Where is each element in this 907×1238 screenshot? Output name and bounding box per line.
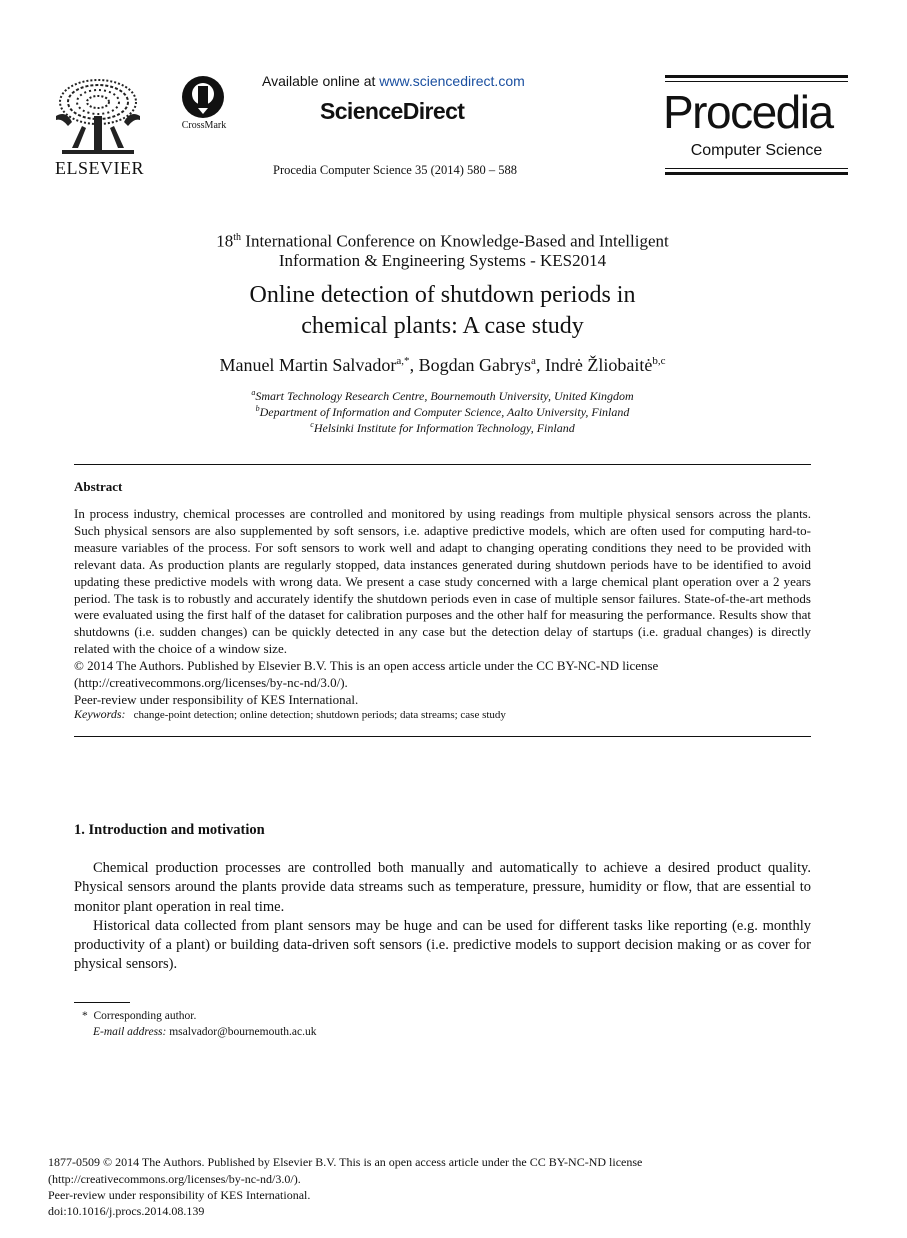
crossmark-icon[interactable] — [180, 74, 226, 120]
footnote-rule — [74, 1002, 130, 1003]
abstract-top-rule — [74, 464, 811, 465]
sciencedirect-link[interactable]: www.sciencedirect.com — [379, 73, 525, 89]
author-name: Indrė Žliobaitė — [544, 355, 653, 375]
conference-ordinal: th — [233, 232, 242, 243]
intro-heading: 1. Introduction and motivation — [74, 822, 265, 838]
abstract-heading: Abstract — [74, 479, 123, 494]
elsevier-tree-logo-icon — [52, 76, 144, 156]
footer-license-line1: 1877-0509 © 2014 The Authors. Published by Elsevier B.V. This is an open access article under the CC BY-NC-ND license — [48, 1155, 643, 1169]
footnote-email-address[interactable]: msalvador@bournemouth.ac.uk — [169, 1026, 317, 1038]
footnote-corresponding — [82, 1010, 196, 1022]
conference-line1: International Conference on Knowledge-Based and Intelligent — [241, 231, 669, 251]
affiliation — [0, 417, 885, 436]
author-mark: a,* — [396, 355, 410, 367]
paper-title-line2: chemical plants: A case study — [301, 313, 584, 339]
abstract-peer-review: Peer-review under responsibility of KES International. — [74, 691, 359, 707]
procedia-wordmark: Procedia — [663, 86, 833, 138]
procedia-rule-bottom-thick — [665, 172, 848, 175]
procedia-rule-bottom-thin — [665, 168, 848, 169]
affiliation-text: Smart Technology Research Centre, Bournemouth University, United Kingdom — [255, 389, 634, 403]
author-separator: , — [535, 355, 545, 375]
affiliation-mark: c — [310, 420, 314, 429]
intro-paragraph: Historical data collected from plant sensors may be huge and can be used for different tasks like reporting (e.g. monthly productivity of a plant) or building data-driven soft sensors (i.e. predictive models to support decision making or as cover for physical sensors). — [74, 917, 811, 973]
abstract-bottom-rule — [74, 736, 811, 737]
footnote-email — [93, 1026, 317, 1038]
journal-citation: Procedia Computer Science 35 (2014) 580 – 588 — [273, 163, 518, 177]
keywords-label: Keywords: — [74, 707, 126, 721]
footer-peer-review: Peer-review under responsibility of KES International. — [48, 1188, 311, 1202]
affiliation-text: Helsinki Institute for Information Technology, Finland — [313, 421, 575, 435]
author-mark: a — [531, 355, 536, 367]
footer-doi[interactable]: doi:10.1016/j.procs.2014.08.139 — [48, 1204, 205, 1218]
procedia-subtitle: Computer Science — [690, 142, 823, 159]
procedia-rule-top-thick — [665, 75, 848, 78]
conference-number: 18 — [216, 231, 234, 251]
conference-name — [0, 228, 885, 270]
conference-line2: Information & Engineering Systems - KES2014 — [278, 250, 607, 270]
paper-title — [0, 280, 885, 342]
abstract-copyright-line2[interactable]: (http://creativecommons.org/licenses/by-nc-nd/3.0/). — [74, 675, 348, 691]
elsevier-wordmark: ELSEVIER — [55, 158, 144, 178]
abstract-paragraph: In process industry, chemical processes are controlled and monitored by using readings from multiple physical sensors across the plants. Such physical sensors are also supplemented by soft sensors, i.e. adaptive predictive models, which are often used for computing hard-to-measure variables of the process. For soft sensors to work well and adapt to changing operating conditions they need to be provided with relevant data. As production plants are regularly stopped, data instances generated during shutdown periods have to be identified to avoid updating these predictive models with wrong data. We present a case study concerned with a large chemical plant operation over a 2 years period. The task is to robustly and accurately identify the shutdown periods even in case of multiple sensor failures. State-of-the-art methods were evaluated using the first half of the dataset for calibration purposes and the other half for measuring the performance. Results show that shutdowns (i.e. sudden changes) can be quickly detected in any case but the detection delay of startups (i.e. gradual changes) is directly related with the choice of a window size. — [74, 506, 811, 657]
keywords-values: change-point detection; online detection; shutdown periods; data streams; case study — [133, 709, 506, 721]
author-mark: b,c — [652, 355, 666, 367]
intro-body — [74, 859, 811, 975]
affiliation-mark: a — [251, 388, 256, 397]
footnote-text: Corresponding author. — [93, 1010, 197, 1022]
affiliation-mark: b — [255, 404, 260, 413]
footer-license-line2[interactable]: (http://creativecommons.org/licenses/by-nc-nd/3.0/). — [48, 1172, 301, 1186]
author-name: Manuel Martin Salvador — [219, 355, 397, 375]
affiliation-text: Department of Information and Computer Science, Aalto University, Finland — [259, 405, 630, 419]
availability-prefix: Available online at — [262, 73, 380, 89]
crossmark-label: CrossMark — [181, 120, 227, 131]
intro-paragraph: Chemical production processes are controlled both manually and automatically to achieve a desired product quality. Physical sensors around the plants provide data streams such as temperature, pressure, humidity or flow, that are essential to monitor plant operation in real time. — [74, 860, 811, 915]
sciencedirect-wordmark: ScienceDirect — [320, 98, 465, 124]
abstract-body — [74, 506, 811, 709]
author-separator: , — [409, 355, 419, 375]
procedia-rule-top-thin — [665, 81, 848, 82]
abstract-copyright-line1: © 2014 The Authors. Published by Elsevier B.V. This is an open access article under the CC BY-NC-ND license — [74, 658, 659, 674]
keywords — [74, 707, 811, 722]
paper-title-line1: Online detection of shutdown periods in — [249, 282, 636, 308]
author-name: Bogdan Gabrys — [418, 355, 532, 375]
availability-notice — [262, 73, 525, 89]
author-list — [0, 355, 885, 376]
footnote-mark: * — [82, 1010, 88, 1022]
footnote-email-label: E-mail address: — [93, 1026, 167, 1038]
